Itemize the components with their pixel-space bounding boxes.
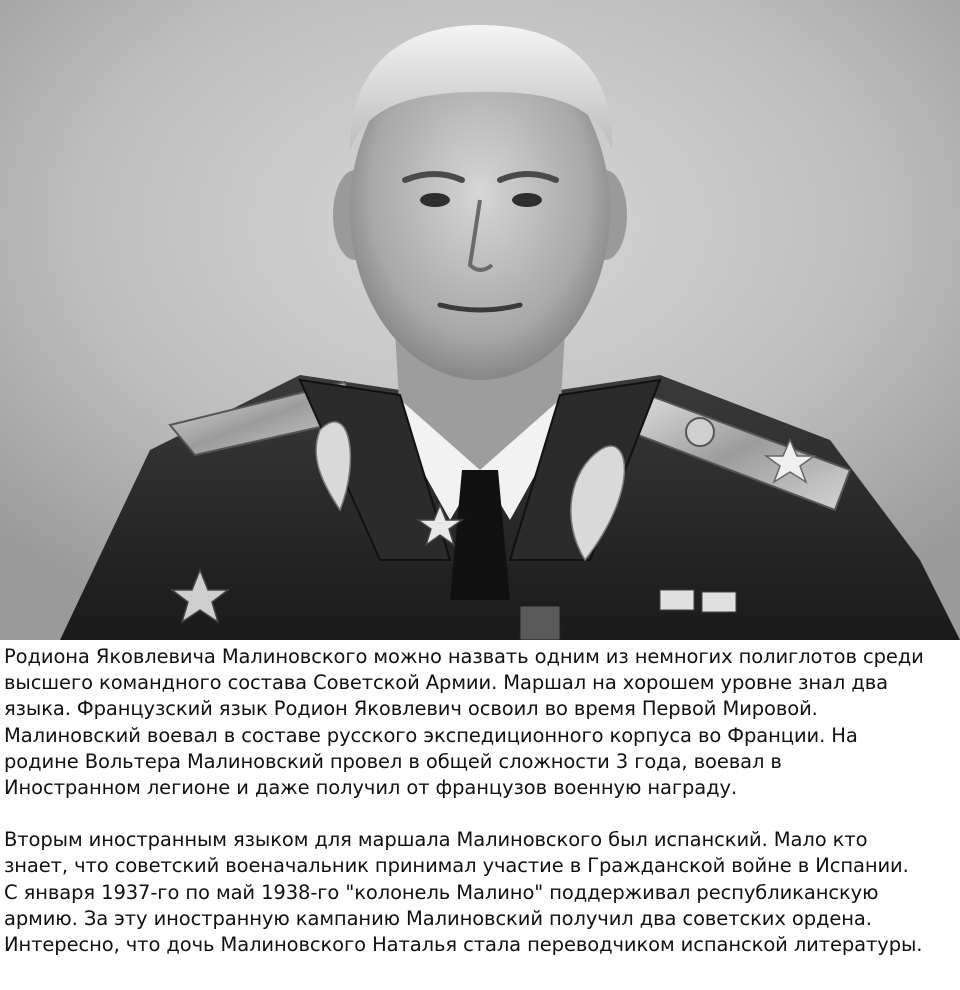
text-line: родине Вольтера Малиновский провел в общей сложности 3 года, воевал в (4, 749, 782, 773)
text-line: знает, что советский военачальник принимал участие в Гражданской войне в Испании. (4, 854, 909, 878)
article-text (4, 644, 956, 958)
text-line: Иностранном легионе и даже получил от французов военную награду. (4, 776, 738, 800)
text-line: высшего командного состава Советской Армии. Маршал на хорошем уровне знал два (4, 671, 888, 695)
text-line: Родиона Яковлевича Малиновского можно назвать одним из немногих полиглотов среди (4, 645, 924, 668)
text-line: Интересно, что дочь Малиновского Наталья стала переводчиком испанской литературы. (4, 933, 923, 957)
text-line: языка. Французский язык Родион Яковлевич освоил во время Первой Мировой. (4, 697, 818, 721)
text-line: Малиновский воевал в составе русского экспедиционного корпуса во Франции. На (4, 723, 858, 747)
right-eye (512, 193, 542, 207)
paragraph-spanish (4, 827, 956, 958)
paragraph-spacer (4, 801, 956, 827)
text-line: С января 1937-го по май 1938-го "колонель Малино" поддерживал республиканскую (4, 880, 879, 904)
medal-ribbon-left (660, 590, 694, 610)
text-line: Вторым иностранным языком для маршала Малиновского был испанский. Мало кто (4, 828, 868, 852)
emblem-icon (686, 418, 714, 446)
medal-ribbon-right (702, 592, 736, 612)
left-eye (420, 193, 450, 207)
ribbon-bar (520, 606, 560, 640)
text-line: армию. За эту иностранную кампанию Малиновский получил два советских ордена. (4, 906, 872, 930)
paragraph-polyglot-french (4, 644, 956, 801)
